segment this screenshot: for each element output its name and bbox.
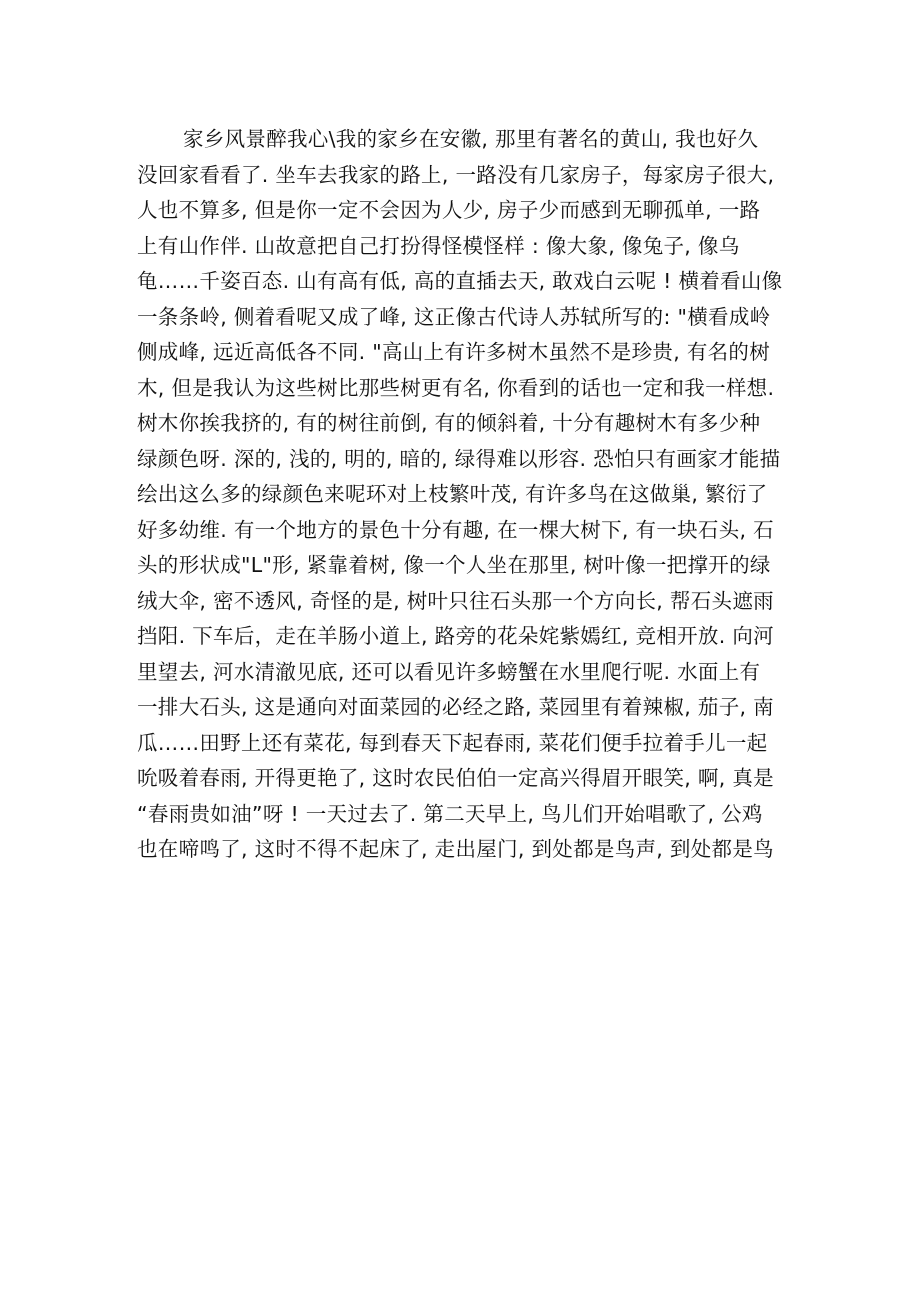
- text-line: 也在啼鸣了, 这时不得不起床了, 走出屋门, 到处都是鸟声, 到处都是鸟: [137, 837, 774, 861]
- text-line: 一条条岭, 侧着看呢又成了峰, 这正像古代诗人苏轼所写的: "横看成岭: [137, 304, 771, 329]
- text-line: 家乡风景醉我心\我的家乡在安徽, 那里有著名的黄山, 我也好久: [183, 127, 759, 151]
- text-line: 头的形状成"L"形, 紧靠着树, 像一个人坐在那里, 树叶像一把撑开的绿: [137, 553, 771, 577]
- essay-text: [137, 122, 797, 868]
- text-line: 木, 但是我认为这些树比那些树更有名, 你看到的话也一定和我一样想.: [137, 375, 775, 400]
- text-line: 上有山作伴. 山故意把自己打扮得怪模怪样 : 像大象, 像兔子, 像乌: [137, 233, 740, 258]
- text-line: 绘出这么多的绿颜色来呢环对上枝繁叶茂, 有许多鸟在这做巢, 繁衍了: [137, 482, 768, 506]
- text-line: 瓜……田野上还有菜花, 每到春天下起春雨, 菜花们便手拉着手儿一起: [137, 730, 768, 755]
- text-line: 人也不算多, 但是你一定不会因为人少, 房子少而感到无聊孤单, 一路: [137, 198, 761, 222]
- text-line: 绿颜色呀. 深的, 浅的, 明的, 暗的, 绿得难以形容. 恐怕只有画家才能描: [137, 446, 781, 471]
- text-line: 挡阳. 下车后，走在羊肠小道上, 路旁的花朵姹紫嫣红, 竞相开放. 向河: [137, 624, 774, 648]
- text-line: 好多幼维. 有一个地方的景色十分有趣, 在一棵大树下, 有一块石头, 石: [137, 517, 774, 542]
- text-line: 树木你挨我挤的, 有的树往前倒, 有的倾斜着, 十分有趣树木有多少种: [137, 411, 761, 435]
- text-line: 一排大石头, 这是通向对面菜园的必经之路, 菜园里有着辣椒, 茄子, 南: [137, 695, 774, 719]
- text-line: “春雨贵如油”呀 ! 一天过去了. 第二天早上, 鸟儿们开始唱歌了, 公鸡: [137, 801, 763, 826]
- text-line: 龟……千姿百态. 山有高有低, 高的直插去天, 敢戏白云呢 ! 横着看山像: [137, 269, 783, 293]
- text-line: 吮吸着春雨, 开得更艳了, 这时农民伯伯一定高兴得眉开眼笑, 啊, 真是: [137, 766, 774, 790]
- text-line: 绒大伞, 密不透风, 奇怪的是, 树叶只往石头那一个方向长, 帮石头遮雨: [137, 588, 774, 613]
- text-line: 没回家看看了. 坐车去我家的路上, 一路没有几家房子，每家房子很大,: [137, 162, 775, 187]
- text-line: 里望去, 河水清澈见底, 还可以看见许多螃蟹在水里爬行呢. 水面上有: [137, 659, 761, 684]
- text-line: 侧成峰, 远近高低各不同. "高山上有许多树木虽然不是珍贵, 有名的树: [137, 340, 771, 364]
